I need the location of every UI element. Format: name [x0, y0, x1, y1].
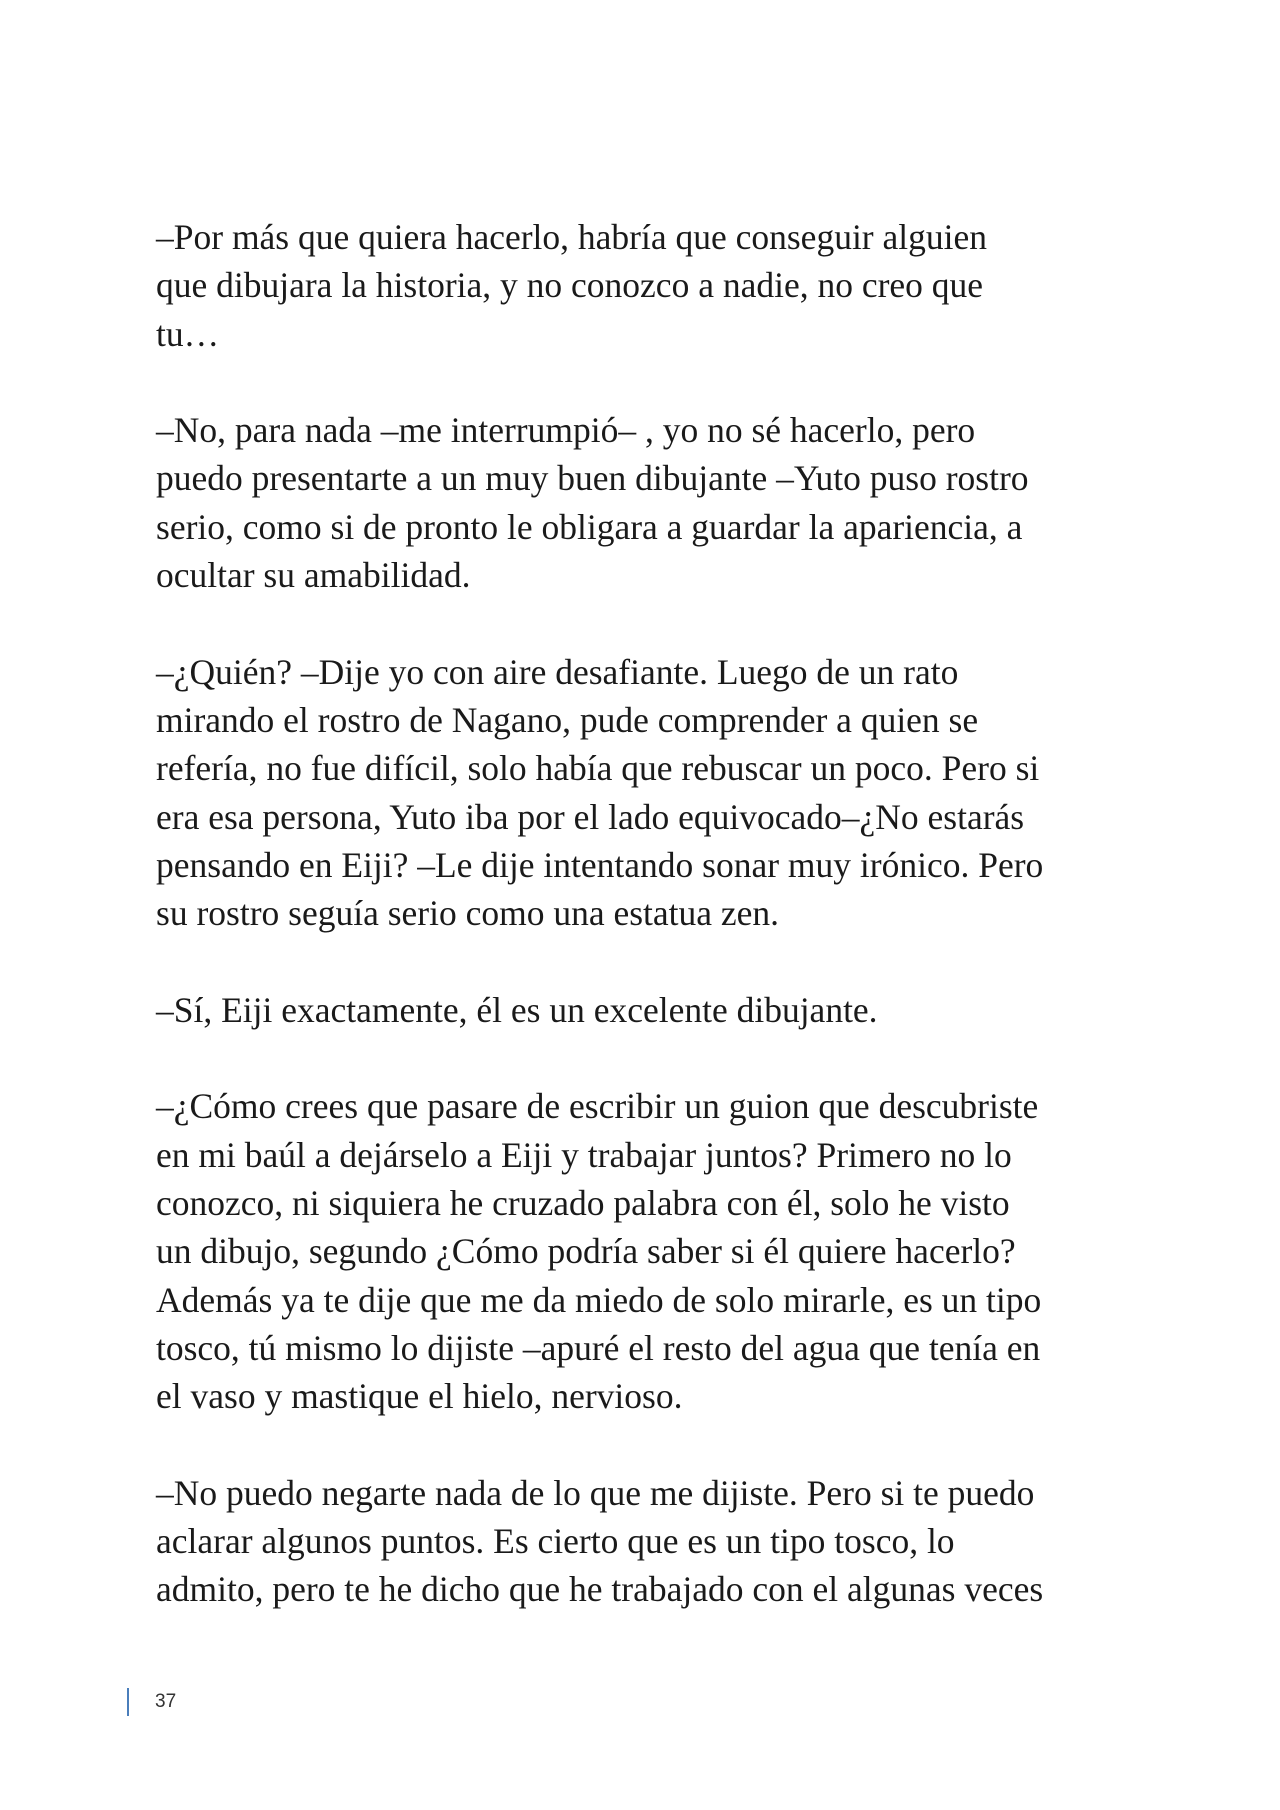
paragraph-6: –No puedo negarte nada de lo que me dijiste. Pero si te puedo aclarar algunos puntos. Es cierto que es un tipo tosco, lo admito, pero te he dicho que he trabajado con el algunas veces — [156, 1472, 1044, 1610]
page-number: 37 — [155, 1691, 177, 1712]
page-number-bar — [127, 1688, 129, 1716]
page-footer — [127, 1688, 176, 1716]
paragraph-3: –¿Quién? –Dije yo con aire desafiante. Luego de un rato mirando el rostro de Nagano, pude comprender a quien se refería, no fue difícil, solo había que rebuscar un poco. Pero si era esa persona, Yuto iba por el lado equivocado–¿No estarás pensando en Eiji? –Le dije intentando sonar muy irónico. Pero su rostro seguía serio como una estatua zen. — [156, 651, 1044, 934]
paragraph-2: –No, para nada –me interrumpió– , yo no sé hacerlo, pero puedo presentarte a un muy buen dibujante –Yuto puso rostro serio, como si de pronto le obligara a guardar la apariencia, a ocultar su amabilidad. — [156, 410, 1029, 596]
paragraph-5: –¿Cómo crees que pasare de escribir un guion que descubriste en mi baúl a dejárselo a Eiji y trabajar juntos? Primero no lo conozco, ni siquiera he cruzado palabra con él, solo he visto un dibujo, segundo ¿Cómo podría saber si él quiere hacerlo? Además ya te dije que me da miedo de solo mirarle, es un tipo tosco, tú mismo lo dijiste –apuré el resto del agua que tenía en el vaso y mastique el hielo, nervioso. — [156, 1086, 1042, 1417]
body-text — [156, 213, 1156, 1662]
paragraph-4: –Sí, Eiji exactamente, él es un excelente dibujante. — [156, 989, 878, 1030]
paragraph-1: –Por más que quiera hacerlo, habría que conseguir alguien que dibujara la historia, y no conozco a nadie, no creo que tu… — [156, 217, 987, 354]
